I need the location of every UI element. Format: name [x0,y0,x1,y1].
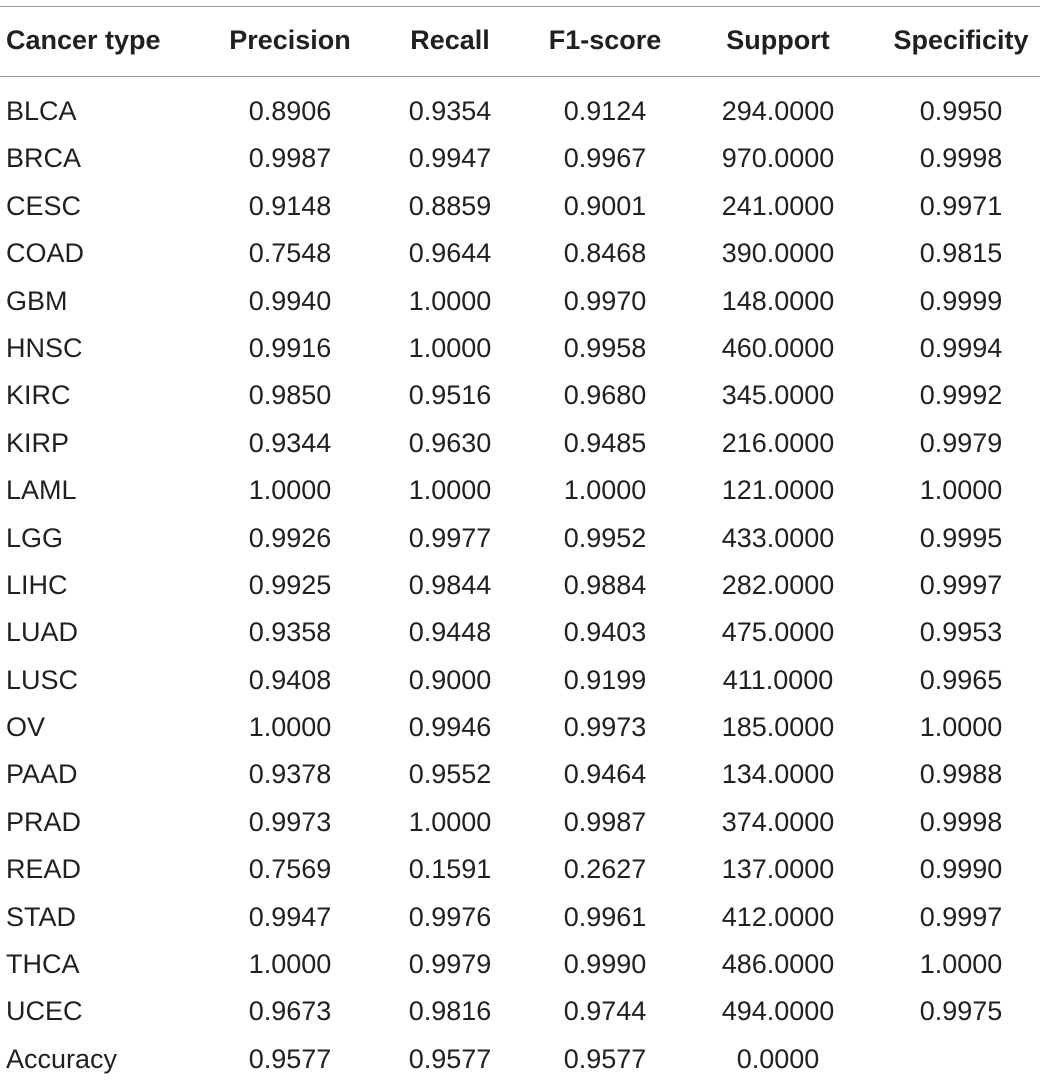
cell-precision: 0.8906 [248,96,332,126]
header-recall: Recall [410,25,490,55]
table-row [0,846,1040,893]
cell-cancer-type: UCEC [6,996,83,1027]
cell-precision: 0.7569 [248,854,332,885]
cell-f1-score: 0.9403 [563,617,647,648]
cell-support: 433.0000 [721,522,835,553]
cell-precision: 0.9358 [248,617,332,648]
cell-support: 475.0000 [721,617,835,648]
cell-cancer-type: LIHC [6,569,68,600]
cell-cancer-type: BRCA [6,143,82,174]
cell-recall: 0.9644 [408,238,492,269]
cell-precision: 0.9850 [248,380,332,411]
cell-cancer-type: PRAD [6,806,82,837]
cell-specificity: 0.9992 [919,380,1003,411]
header-support: Support [726,25,830,55]
cell-support: 134.0000 [721,759,835,790]
cell-recall: 0.9979 [408,949,492,980]
cell-support: 412.0000 [721,901,835,932]
table-row [0,941,1040,988]
cell-cancer-type: STAD [6,901,77,932]
table-row [0,372,1040,419]
cell-precision: 0.9344 [248,427,332,458]
cell-cancer-type: COAD [6,238,85,269]
table-row [0,467,1040,514]
cell-specificity: 0.9997 [919,901,1003,932]
cell-support: 0.0000 [736,1043,820,1074]
cell-support: 460.0000 [721,332,835,363]
cell-cancer-type: READ [6,854,82,885]
cell-specificity: 0.9998 [919,806,1003,837]
cell-f1-score: 0.9987 [563,806,647,837]
cell-specificity: 0.9979 [919,427,1003,458]
cell-precision: 0.9925 [248,569,332,600]
cell-recall: 0.9947 [408,143,492,174]
cell-support: 137.0000 [721,854,835,885]
cell-support: 241.0000 [721,190,835,221]
table-row [0,230,1040,277]
cell-precision: 0.9673 [248,996,332,1027]
header-specificity: Specificity [893,25,1029,55]
table-row [0,135,1040,182]
cell-support: 970.0000 [721,143,835,174]
cell-recall: 1.0000 [408,332,492,363]
cell-f1-score: 0.9001 [563,190,647,221]
cell-specificity: 0.9988 [919,759,1003,790]
cell-support: 411.0000 [722,664,834,695]
cell-recall: 0.9448 [408,617,492,648]
cell-support: 294.0000 [721,96,835,126]
cell-recall: 0.9816 [408,996,492,1027]
cell-recall: 0.9000 [408,664,492,695]
cell-support: 374.0000 [721,806,835,837]
cell-cancer-type: KIRC [6,380,71,411]
cell-recall: 0.9977 [408,522,492,553]
cell-specificity: 0.9971 [919,190,1003,221]
cell-precision: 0.9916 [248,332,332,363]
table-row [0,515,1040,562]
header-cancer-type: Cancer type [6,25,161,55]
table-row [0,420,1040,467]
cell-specificity: 0.9999 [919,285,1003,316]
cell-f1-score: 0.2627 [563,854,647,885]
cell-precision: 0.9577 [248,1043,332,1074]
header-precision: Precision [229,25,351,55]
cell-support: 121.0000 [721,475,835,506]
cell-recall: 1.0000 [408,285,492,316]
cell-specificity: 0.9994 [919,332,1003,363]
cell-recall: 0.9844 [408,569,492,600]
cell-support: 345.0000 [721,380,835,411]
table-row [0,1036,1040,1083]
cell-specificity: 0.9998 [919,143,1003,174]
cell-specificity: 0.9975 [919,996,1003,1027]
cell-recall: 0.9354 [408,96,492,126]
cell-recall: 0.8859 [408,190,492,221]
cell-recall: 0.1591 [408,854,492,885]
cell-precision: 0.9378 [248,759,332,790]
table-body [0,88,1040,1083]
cell-support: 486.0000 [721,949,835,980]
cell-recall: 0.9516 [408,380,492,411]
cell-recall: 0.9630 [408,427,492,458]
cell-cancer-type: LGG [6,522,64,553]
cell-precision: 1.0000 [248,475,332,506]
cell-precision: 1.0000 [248,949,332,980]
cell-f1-score: 0.9577 [563,1043,647,1074]
cell-f1-score: 0.9744 [563,996,647,1027]
cell-f1-score: 0.9967 [563,143,647,174]
cell-recall: 0.9577 [408,1043,492,1074]
cell-recall: 1.0000 [408,806,492,837]
cell-f1-score: 0.9464 [563,759,647,790]
cell-f1-score: 0.9958 [563,332,647,363]
cell-cancer-type: Accuracy [6,1043,118,1074]
cell-specificity: 0.9950 [919,96,1003,126]
cell-specificity: 0.9990 [919,854,1003,885]
cell-f1-score: 0.9970 [563,285,647,316]
table-row [0,799,1040,846]
cell-cancer-type: CESC [6,190,82,221]
cell-specificity: 0.9953 [919,617,1003,648]
cell-f1-score: 0.9952 [563,522,647,553]
cell-precision: 0.9408 [248,664,332,695]
table-row [0,88,1040,135]
cell-cancer-type: LAML [6,475,77,506]
cell-precision: 0.9947 [248,901,332,932]
cell-f1-score: 0.9990 [563,949,647,980]
cell-f1-score: 0.9124 [563,96,647,126]
cell-cancer-type: OV [6,712,46,743]
cell-cancer-type: PAAD [6,759,78,790]
cell-support: 390.0000 [721,238,835,269]
cell-f1-score: 0.9485 [563,427,647,458]
cell-f1-score: 0.9884 [563,569,647,600]
table-row [0,325,1040,372]
cell-f1-score: 0.8468 [563,238,647,269]
cell-support: 282.0000 [721,569,835,600]
cell-f1-score: 0.9961 [563,901,647,932]
cell-f1-score: 0.9199 [563,664,647,695]
table-row [0,988,1040,1035]
cell-specificity: 1.0000 [919,712,1003,743]
table-row [0,657,1040,704]
cell-specificity: 1.0000 [919,949,1003,980]
cell-support: 185.0000 [721,712,835,743]
cell-recall: 1.0000 [408,475,492,506]
cell-precision: 0.9926 [248,522,332,553]
cell-support: 494.0000 [721,996,835,1027]
cell-recall: 0.9976 [408,901,492,932]
cell-f1-score: 1.0000 [563,475,647,506]
table-row [0,183,1040,230]
table-row [0,894,1040,941]
cell-support: 148.0000 [721,285,835,316]
cell-cancer-type: LUSC [6,664,79,695]
table-row [0,704,1040,751]
header-rule [0,76,1040,77]
cell-f1-score: 0.9680 [563,380,647,411]
cell-cancer-type: THCA [6,949,80,980]
cell-precision: 0.9148 [248,190,332,221]
cell-precision: 0.7548 [248,238,332,269]
cell-cancer-type: HNSC [6,332,83,363]
cell-cancer-type: LUAD [6,617,79,648]
table-row [0,562,1040,609]
cell-specificity: 0.9995 [919,522,1003,553]
cell-f1-score: 0.9973 [563,712,647,743]
cell-specificity: 0.9997 [919,569,1003,600]
cell-precision: 0.9973 [248,806,332,837]
cell-cancer-type: GBM [6,285,68,316]
cell-support: 216.0000 [721,427,835,458]
cell-precision: 1.0000 [248,712,332,743]
cell-cancer-type: KIRP [6,427,70,458]
cell-recall: 0.9552 [408,759,492,790]
header-f1-score: F1-score [548,25,662,55]
table-row [0,751,1040,798]
cell-specificity: 0.9965 [919,664,1003,695]
cell-precision: 0.9940 [248,285,332,316]
cell-specificity: 1.0000 [919,475,1003,506]
cell-specificity: 0.9815 [919,238,1003,269]
cell-recall: 0.9946 [408,712,492,743]
table-row [0,278,1040,325]
cell-cancer-type: BLCA [6,96,77,126]
cell-precision: 0.9987 [248,143,332,174]
table-row [0,609,1040,656]
